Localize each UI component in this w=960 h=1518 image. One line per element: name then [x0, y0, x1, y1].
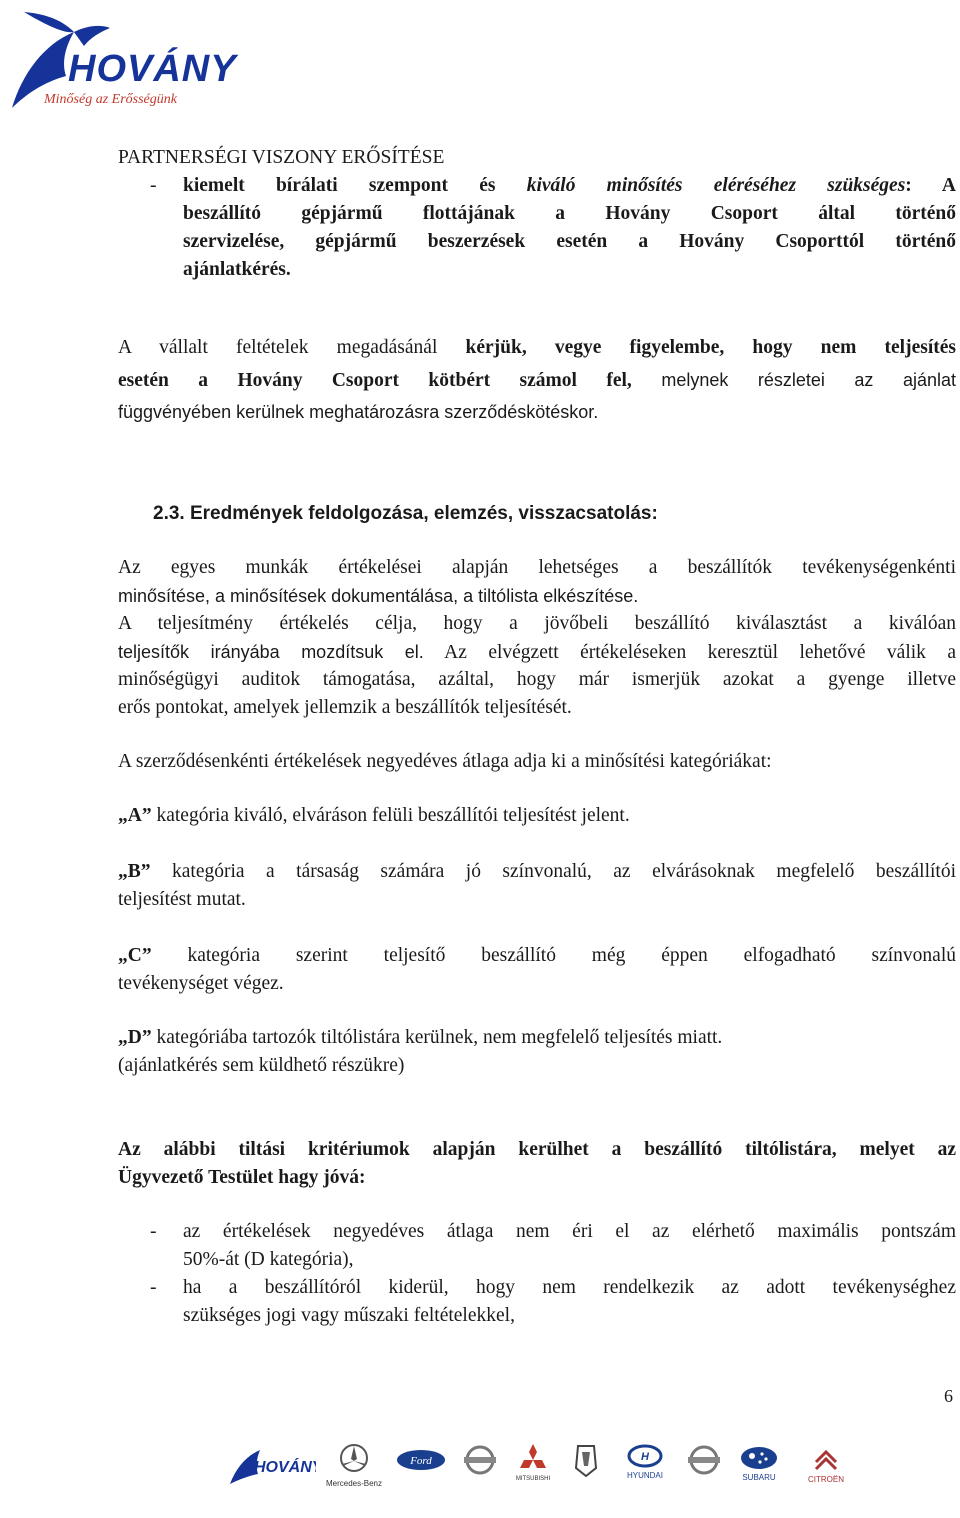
bullet-dash: -: [150, 175, 157, 196]
para2-line4: teljesítők irányába mozdítsuk el. Az elvégzett értékeléseken keresztül lehetővé válik a: [118, 642, 957, 663]
peugeot-lion-icon: [566, 1438, 606, 1484]
category-d-line1: „D” kategóriába tartozók tiltólistára kerülnek, nem megfelelő teljesítés miatt.: [118, 1027, 723, 1048]
subaru-stars-icon: [732, 1438, 786, 1488]
para2-line2: minősítése, a minősítések dokumentálása, a tiltólista elkészítése.: [118, 586, 639, 606]
logo-wordmark: HOVÁNY: [68, 48, 237, 90]
mercedes-star-icon: [324, 1438, 384, 1492]
bullet1-line3: szervizelése, gépjármű beszerzések esetén a Hovány Csoporttól történő: [183, 231, 956, 252]
para2-line5: minőségügyi auditok támogatása, azáltal, hogy már ismerjük azokat a gyenge illetve: [118, 669, 956, 690]
bullet-dash: -: [150, 1221, 157, 1242]
svg-text:HOVÁNY: HOVÁNY: [254, 1459, 316, 1476]
section-title: PARTNERSÉGI VISZONY ERŐSÍTÉSE: [118, 147, 445, 168]
category-c-line1: „C” kategória szerint teljesítő beszállító még éppen elfogadható színvonalú: [118, 945, 956, 966]
para4-line1: Az alábbi tiltási kritériumok alapján kerülhet a beszállító tiltólistára, melyet az: [118, 1139, 956, 1160]
svg-text:H: H: [641, 1451, 649, 1463]
footer-nissan2-logo: [684, 1438, 724, 1480]
footer-citroen-logo: [794, 1438, 858, 1490]
footer-mercedes-logo: [324, 1438, 384, 1494]
para1-line3: függvényében kerülnek meghatározásra szerződéskötéskor.: [118, 402, 599, 422]
bullet1-line1: kiemelt bírálati szempont és kiváló minősítés eléréséhez szükséges: A: [183, 175, 957, 196]
category-b-line2: teljesítést mutat.: [118, 889, 246, 910]
svg-text:Ford: Ford: [410, 1455, 432, 1467]
footer-nissan-logo: [460, 1438, 500, 1480]
hovany-footer-icon: [226, 1438, 316, 1488]
svg-text:MITSUBISHI: MITSUBISHI: [515, 1476, 551, 1482]
category-a: „A” kategória kiváló, elváráson felüli beszállítói teljesítést jelent.: [118, 805, 630, 826]
bullet-dash: -: [150, 1277, 157, 1298]
category-b-line1: „B” kategória a társaság számára jó színvonalú, az elvárásoknak megfelelő beszállítói: [118, 861, 956, 882]
bullet1-line4: ajánlatkérés.: [183, 259, 291, 280]
footer-peugeot-logo: [566, 1438, 606, 1486]
category-d-line2: (ajánlatkérés sem küldhető részükre): [118, 1055, 405, 1076]
citroen-chevrons-icon: [794, 1438, 858, 1488]
svg-text:HYUNDAI: HYUNDAI: [626, 1471, 664, 1480]
footer-hovany-logo: [226, 1438, 316, 1490]
ford-oval-icon: [394, 1438, 448, 1478]
para4-line2: Ügyvezető Testület hagy jóvá:: [118, 1167, 366, 1188]
footer-subaru-logo: [732, 1438, 786, 1490]
hovany-logo: [4, 4, 237, 116]
footer-ford-logo: [394, 1438, 448, 1480]
list2-item1-line2: 50%-át (D kategória),: [183, 1249, 354, 1270]
footer-brand-logos: [226, 1438, 866, 1508]
list2-item2-line1: ha a beszállítóról kiderül, hogy nem rendelkezik az adott tevékenységhez: [183, 1277, 956, 1298]
category-c-line2: tevékenységet végez.: [118, 973, 284, 994]
footer-mitsubishi-logo: [508, 1438, 558, 1490]
hyundai-badge-icon: [614, 1438, 676, 1488]
para2-line1: Az egyes munkák értékelései alapján lehetséges a beszállítók tevékenységenkénti: [118, 557, 956, 578]
para2-line6: erős pontokat, amelyek jellemzik a beszállítók teljesítését.: [118, 697, 572, 718]
footer-hyundai-logo: [614, 1438, 676, 1490]
list2-item1-line1: az értékelések negyedéves átlaga nem éri el az elérhető maximális pontszám: [183, 1221, 956, 1242]
section-heading: 2.3. Eredmények feldolgozása, elemzés, visszacsatolás:: [153, 503, 658, 524]
para1-line1: A vállalt feltételek megadásánál kérjük, vegye figyelembe, hogy nem teljesítés: [118, 337, 956, 358]
para1-line2: esetén a Hovány Csoport kötbért számol fel, melynek részletei az ajánlat: [118, 370, 956, 391]
svg-text:SUBARU: SUBARU: [742, 1473, 776, 1482]
page-number: 6: [944, 1386, 953, 1406]
bullet1-line2: beszállító gépjármű flottájának a Hovány Csoport által történő: [183, 203, 956, 224]
nissan-badge-icon: [460, 1438, 500, 1478]
para3: A szerződésenkénti értékelések negyedéves átlaga adja ki a minősítési kategóriákat:: [118, 751, 772, 772]
logo-slogan: Minőség az Erősségünk: [44, 92, 177, 107]
mitsubishi-diamond-icon: [508, 1438, 558, 1488]
list2-item2-line2: szükséges jogi vagy műszaki feltételekkel,: [183, 1305, 515, 1326]
nissan-badge-icon-2: [684, 1438, 724, 1478]
para2-line3: A teljesítmény értékelés célja, hogy a jövőbeli beszállító kiválasztást a kiválóan: [118, 613, 956, 634]
svg-text:CITROËN: CITROËN: [808, 1475, 844, 1484]
svg-text:Mercedes-Benz: Mercedes-Benz: [325, 1479, 383, 1488]
